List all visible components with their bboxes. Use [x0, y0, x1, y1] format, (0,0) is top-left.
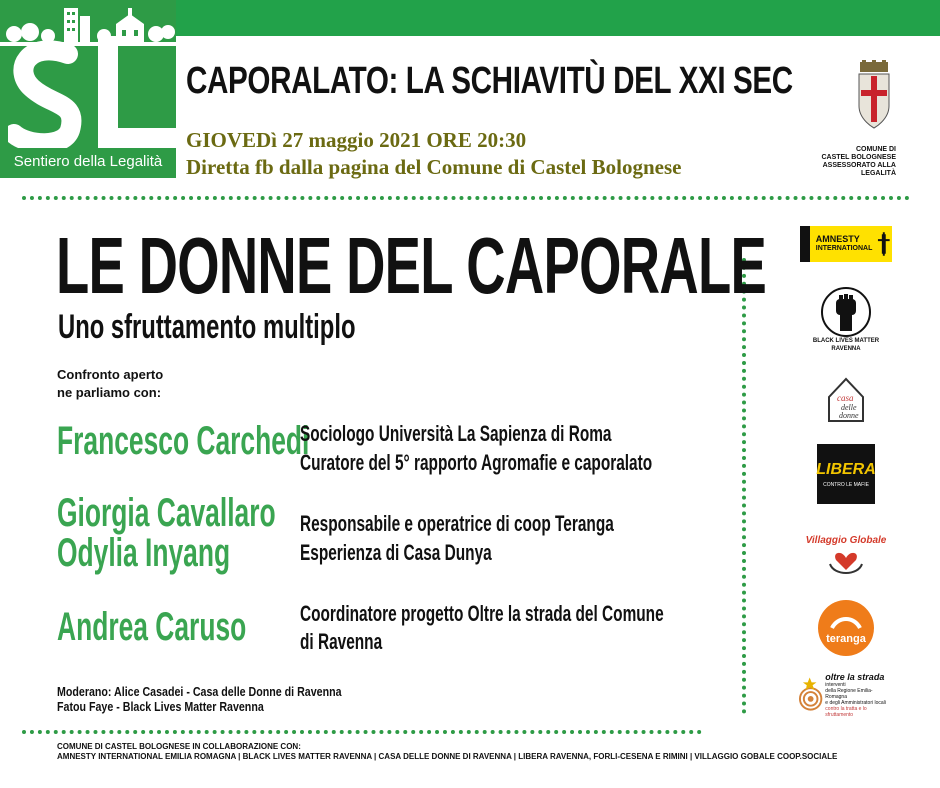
speaker-role: Sociologo Università La Sapienza di Roma: [300, 421, 612, 446]
libera-logo: LIBERA CONTRO LE MAFIE: [798, 444, 894, 504]
hands-heart-icon: [826, 546, 866, 580]
speaker-role: di Ravenna: [300, 629, 383, 654]
speaker-role: Responsabile e operatrice di coop Teranga: [300, 511, 614, 536]
event-date: GIOVEDì 27 maggio 2021 ORE 20:30: [186, 128, 527, 152]
footer-credits: COMUNE DI CASTEL BOLOGNESE IN COLLABORAZIONE CON: AMNESTY INTERNATIONAL EMILIA ROMAGNA | BLACK LIVES MATTER RAVENNA | CASA DELLE DONNE DI RAVENNA | LIBERA RAVENNA, FORLI-CESENA E RIMINI | VILLAGGIO GOBALE COOP.SOCIALE: [57, 742, 838, 761]
casa-donne-logo: [798, 368, 894, 426]
moderators: Moderano: Alice Casadei - Casa delle Donne di Ravenna Fatou Faye - Black Lives Matter Ravenna: [57, 684, 342, 714]
header-divider: [22, 196, 910, 200]
speaker-name: Giorgia Cavallaro: [57, 491, 276, 535]
main-title: LE DONNE DEL CAPORALE: [56, 221, 767, 310]
event-title: CAPORALATO: LA SCHIAVITÙ DEL XXI SEC: [186, 60, 793, 102]
teranga-circle-icon: [816, 598, 876, 658]
comune-crest-icon: [856, 60, 892, 132]
blm-logo: BLACK LIVES MATTER RAVENNA: [798, 282, 894, 358]
amnesty-logo: AMNESTY INTERNATIONAL: [798, 226, 894, 262]
speaker-name: Francesco Carchedi: [57, 419, 310, 463]
oltre-la-strada-logo: oltre la strada interventi della Regione Emilia-Romagna e degli Amministratori locali contro la tratta e lo sfruttamento: [798, 672, 894, 718]
speaker-role: Coordinatore progetto Oltre la strada del Comune: [300, 601, 664, 626]
main-subtitle: Uno sfruttamento multiplo: [58, 308, 356, 346]
footer-divider: [22, 730, 702, 734]
speaker-name: Andrea Caruso: [57, 605, 247, 649]
svg-text:delle: delle: [841, 403, 857, 412]
speaker-role: Curatore del 5° rapporto Agromafie e caporalato: [300, 450, 653, 475]
teranga-logo: [798, 598, 894, 658]
intro-text: Confronto aperto ne parliamo con:: [57, 367, 164, 400]
logo-caption: Sentiero della Legalità: [0, 148, 176, 176]
column-divider: [742, 258, 746, 714]
candle-icon: [876, 230, 892, 258]
spiral-icon: [798, 675, 823, 715]
raised-fist-icon: [821, 287, 871, 337]
event-stream-info: Diretta fb dalla pagina del Comune di Castel Bolognese: [186, 155, 682, 179]
speaker-name: Odylia Inyang: [57, 531, 231, 575]
sl-letters-icon: [8, 30, 178, 150]
svg-text:teranga: teranga: [826, 633, 866, 645]
villaggio-globale-logo: Villaggio Globale: [798, 530, 894, 584]
comune-caption: COMUNE DI CASTEL BOLOGNESE ASSESSORATO ALLA LEGALITÀ: [821, 146, 896, 177]
house-icon: [819, 369, 873, 425]
svg-text:donne: donne: [839, 411, 859, 420]
speaker-role: Esperienza di Casa Dunya: [300, 540, 492, 565]
svg-text:casa: casa: [837, 393, 854, 403]
